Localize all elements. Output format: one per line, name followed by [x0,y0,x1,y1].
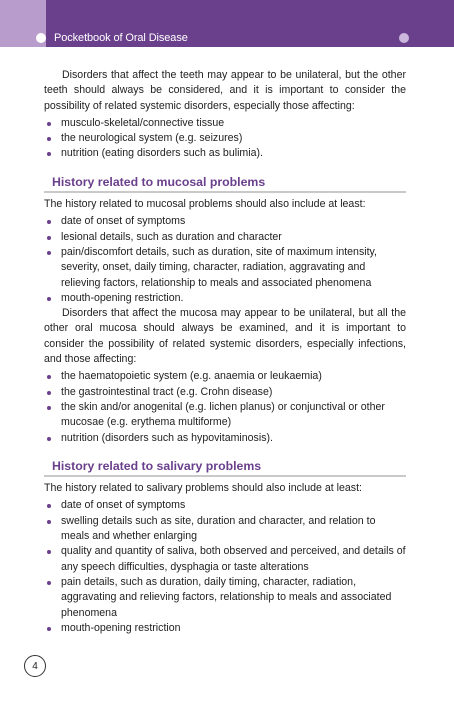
list-item: swelling details such as site, duration and character, and relation to meals and whether enlarging [44,514,406,545]
intro-paragraph: Disorders that affect the teeth may appear to be unilateral, but the other teeth should always be considered, and it is important to consider the possibility of related systemic disorders, especially those affecting: [44,69,406,112]
running-title: Pocketbook of Oral Disease [54,32,188,44]
list-item: pain details, such as duration, daily timing, character, radiation, aggravating and relieving factors, relationship to meals and associated phenomena [44,575,406,621]
mucosal-section [44,174,406,446]
salivary-history-list [44,498,406,636]
list-item: the gastrointestinal tract (e.g. Crohn disease) [44,385,406,400]
bullet-icon [47,220,51,224]
list-item: mouth-opening restriction. [44,291,406,306]
mucosal-history-list [44,214,406,306]
bullet-icon [47,375,51,379]
bullet-icon [47,520,51,524]
mucosal-paragraph: Disorders that affect the mucosa may appear to be unilateral, but all the other oral mucosa should always be examined, and it is important to consider the possibility of related systemic disorders, especially infections, and those affecting: [44,307,406,366]
bullet-icon [47,137,51,141]
mucosal-systemic-list [44,369,406,445]
list-item: date of onset of symptoms [44,214,406,229]
list-item: the neurological system (e.g. seizures) [44,131,406,146]
list-item: the skin and/or anogenital (e.g. lichen planus) or conjunctival or other mucosae (e.g. erythema multiforme) [44,400,406,431]
bullet-icon [47,406,51,410]
list-item: nutrition (disorders such as hypovitaminosis). [44,431,406,446]
list-item: quality and quantity of saliva, both observed and perceived, and details of any speech difficulties, dysphagia or taste alterations [44,544,406,575]
bullet-icon [47,581,51,585]
list-item: the haematopoietic system (e.g. anaemia or leukaemia) [44,369,406,384]
section-lead: The history related to mucosal problems should also include at least: [44,198,366,211]
salivary-section [44,458,406,636]
list-item: nutrition (eating disorders such as bulimia). [44,146,406,161]
header-right-dot-icon [399,33,409,43]
bullet-icon [47,152,51,156]
running-head [36,31,188,45]
header-dot-icon [36,33,46,43]
list-item: mouth-opening restriction [44,621,406,636]
list-item: date of onset of symptoms [44,498,406,513]
bullet-icon [47,251,51,255]
bullet-icon [47,122,51,126]
section-heading: History related to salivary problems [44,458,406,477]
page-number: 4 [24,655,46,677]
bullet-icon [47,236,51,240]
page-body [44,68,406,636]
section-lead: The history related to salivary problems should also include at least: [44,482,362,495]
section-heading: History related to mucosal problems [44,174,406,193]
list-item: musculo-skeletal/connective tissue [44,116,406,131]
list-item: lesional details, such as duration and character [44,230,406,245]
bullet-icon [47,297,51,301]
intro-list [44,116,406,162]
bullet-icon [47,437,51,441]
list-item: pain/discomfort details, such as duration, site of maximum intensity, severity, onset, daily timing, character, radiation, aggravating and relieving factors, relationship to meals and associated phenomena [44,245,406,291]
bullet-icon [47,391,51,395]
bullet-icon [47,550,51,554]
bullet-icon [47,627,51,631]
bullet-icon [47,504,51,508]
